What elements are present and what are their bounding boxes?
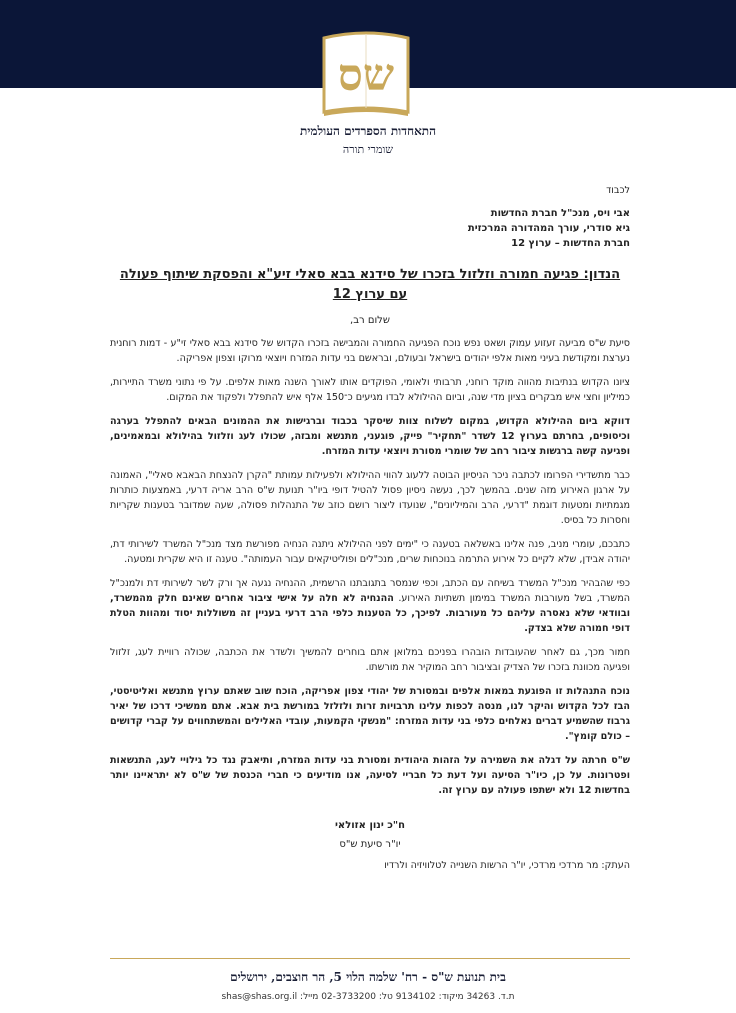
letter-subject: הנדון: פגיעה חמורה וזלזול בזכרו של סידנא בבא סאלי זיע"א והפסקת שיתוף פעולה עם ערוץ 12 bbox=[119, 267, 621, 302]
paragraph-4: כבר מתשדירי הפרומו לכתבה ניכר הניסיון הבוטה ללעוג להווי ההילולא ולפעילות עמותת "הקרן להנצחת הבאבא סאלי", האמונה על ארגון האירוע מזה שנים. בהמשך לכך, נעשה ניסיון פסול להטיל דופי ביו"ר תנועת ש"ס הרב אריה דרעי, באמצעות כותרות מגמתיות ומטעות דוגמת "דרעי, הרב והמיליונים", שנועדו ליצור רושם כוזב של התנהלות פסולה, שעה שמדובר בטענות שקריות וחסרות כל בסיס. bbox=[110, 470, 630, 526]
footer-divider bbox=[110, 958, 630, 959]
greeting: שלום רב, bbox=[350, 315, 390, 326]
paragraph-2: ציונו הקדוש בנתיבות מהווה מוקד רוחני, תרבותי ולאומי, הפוקדים אותו לאורך השנה מאות אלפים. על פי נתוני משרד התיירות, כמיליון וחצי איש מבקרים בציון מדי שנה, וביום ההילולא לבדו מגיעים כ־150 אלף איש להתפלל ולפקוד את המקום. bbox=[110, 377, 630, 403]
footer-contact: ת.ד. 34263 מיקוד: 9134102 טל: 02-3733200 מייל: shas@shas.org.il bbox=[221, 992, 515, 1002]
paragraph-7: חמור מכך, גם לאחר שהעובדות הובהרו בפניכם במלואן אתם בוחרים להמשיך ולשדר את הכתבה, שכולה רוויית לעג, זלזול ופגיעה מכוונת בזכרו של הצדיק ובציבור רחב המוקיר את מורשתו. bbox=[110, 647, 630, 673]
to-line: לכבוד bbox=[606, 185, 630, 196]
paragraph-9: ש"ס חרתה על דגלה את השמירה על הזהות היהודית ומסורת בני עדות המזרח, ותיאבק נגד כל גילויי לעג, התנשאות ופטרונות. על כן, כיו"ר הסיעה ועל דעת כל חבריי לסיעה, אנו מודיעים כי חברי הכנסת של ש"ס לא יתראיינו יותר בחדשות 12 ולא ישתפו פעולה עם ערוץ זה. bbox=[110, 755, 630, 796]
paragraph-1: סיעת ש"ס מביעה זעזוע עמוק ושאט נפש נוכח הפגיעה החמורה והמבישה בזכרו הקדוש של סידנא בבא סאלי זי"ע - דמות רוחנית נערצת ומקודשת בעיני מאות אלפי יהודים בישראל ובעולם, ובראשם בני עדות המזרח ויוצאי מרוקו וצפון אפריקה. bbox=[110, 338, 630, 364]
letter-body bbox=[110, 183, 630, 873]
paragraph-6 bbox=[110, 576, 630, 636]
org-name: התאחדות הספרדים העולמית bbox=[299, 124, 437, 138]
recipient-2: גיא סודרי, עורך המהדורה המרכזית bbox=[467, 223, 630, 234]
recipient-1: אבי ויס, מנכ"ל חברת החדשות bbox=[490, 208, 630, 219]
paragraph-3: דווקא ביום ההילולא הקדוש, במקום לשלוח צוות שיסקר בכבוד וברגישות את ההמונים הבאים להתפלל בערגה וכיסופים, בחרתם בערוץ 12 לשדר "תחקיר" פייק, פוגעני, מתנשא ומבזה, שכולו לעג וזלזול בהילולא ובמאמינים, ופגיעה קשה ברגשות ציבור רחב של שומרי מסורת ויוצאי עדות המזרח. bbox=[110, 416, 630, 457]
logo-letters: שס bbox=[337, 50, 395, 101]
recipient-3: חברת החדשות – ערוץ 12 bbox=[511, 238, 630, 249]
footer-address: בית תנועת ש"ס - רח' שלמה הלוי 5, הר חוצבים, ירושלים bbox=[230, 970, 506, 984]
shas-logo bbox=[318, 28, 414, 120]
signer-name: ח"כ ינון אזולאי bbox=[334, 820, 406, 831]
paragraph-6-bold: ההנחיה לא חלה על אישי ציבור אחרים שאינם חלק מהמשרד, ובוודאי שלא נאסרה עליהם כל מעורבות. לפיכך, כל הטענות כלפי הרב דרעי בעניין זה משוללות יסוד ומהוות הטלת דופי חמורה שלא בצדק. bbox=[110, 593, 630, 634]
paragraph-8: נוכח התנהלות זו הפוגעת במאות אלפים ובמסורת של יהודי צפון אפריקה, הוכח שוב שאתם ערוץ מתנשא ואליטיסטי, הבז לכל הקדוש והיקר לנו, מנסה לכפות עלינו תרבויות זרות ולזלזל במורשת בית אבא. אתם ממשיכי דרכו של יאיר גרבוז שהשמיע דברים נאלחים כלפי בני עדות המזרח: "מנשקי הקמעות, עובדי האלילים והמשתחווים על קברי קדושים – כולם קומץ". bbox=[110, 686, 630, 742]
cc-line: העתק: מר מרדכי מרדכי, יו"ר הרשות השנייה לטלוויזיה ולרדיו bbox=[384, 860, 630, 871]
paragraph-6-plain: כפי שהבהיר מנכ"ל המשרד בשיחה עם הכתב, וכפי שנמסר בתגובתנו הרשמית, ההנחיה נגעה אך ורק לשר לשירותי דת ולמנכ"ל המשרד, בשל מעורבות המשרד במימון תשתיות האירוע. bbox=[110, 578, 630, 604]
signer-title: יו"ר סיעת ש"ס bbox=[339, 839, 401, 850]
org-subtitle: שומרי תורה bbox=[342, 143, 394, 156]
paragraph-5: כתבכם, עומרי מניב, פנה אלינו באשלאה בטענה כי "ימים לפני ההילולא ניתנה הנחיה מפורשת מצד מנכ"ל המשרד לשירותי דת, יהודה אבידן, שלא לקיים כל אירוע התרמה בנוכחות שרים, מנכ"לים ופוליטיקאים עבור העמותה". טענה זו היא שקרית ומטעה. bbox=[110, 539, 630, 565]
